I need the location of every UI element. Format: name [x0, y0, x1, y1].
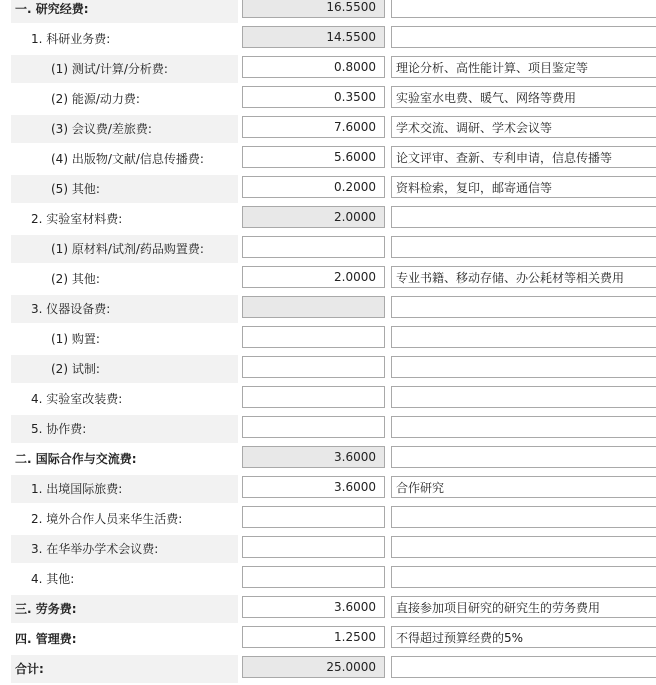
budget-row [0, 55, 656, 85]
budget-note-field[interactable] [391, 206, 656, 228]
budget-row [0, 505, 656, 535]
budget-item-label: (1) 测试/计算/分析费: [11, 55, 238, 84]
budget-row [0, 205, 656, 235]
budget-note-field[interactable] [391, 416, 656, 438]
budget-item-label: 一. 研究经费: [11, 0, 238, 24]
budget-amount-field[interactable] [242, 296, 385, 318]
budget-row [0, 85, 656, 115]
budget-amount-field[interactable] [242, 176, 385, 198]
budget-amount-field[interactable] [242, 596, 385, 618]
budget-amount-field[interactable] [242, 416, 385, 438]
budget-amount-field[interactable] [242, 356, 385, 378]
budget-item-label: (1) 原材料/试剂/药品购置费: [11, 235, 238, 264]
budget-item-label: 二. 国际合作与交流费: [11, 445, 238, 474]
budget-row [0, 655, 656, 685]
budget-row [0, 115, 656, 145]
budget-note-field[interactable] [391, 626, 656, 648]
budget-note-field[interactable] [391, 0, 656, 18]
budget-row [0, 415, 656, 445]
budget-row [0, 535, 656, 565]
budget-item-label: 3. 在华举办学术会议费: [11, 535, 238, 564]
budget-row [0, 595, 656, 625]
budget-amount-field[interactable] [242, 386, 385, 408]
budget-amount-field[interactable] [242, 56, 385, 78]
budget-item-label: 4. 其他: [11, 565, 238, 594]
budget-amount-field[interactable] [242, 116, 385, 138]
budget-note-field[interactable] [391, 266, 656, 288]
budget-note-field[interactable] [391, 176, 656, 198]
budget-item-label: (2) 试制: [11, 355, 238, 384]
budget-item-label: 3. 仪器设备费: [11, 295, 238, 324]
budget-note-field[interactable] [391, 536, 656, 558]
budget-row [0, 175, 656, 205]
budget-item-label: 四. 管理费: [11, 625, 238, 654]
budget-note-field[interactable] [391, 656, 656, 678]
budget-item-label: (2) 能源/动力费: [11, 85, 238, 114]
budget-note-field[interactable] [391, 146, 656, 168]
budget-row [0, 355, 656, 385]
budget-note-field[interactable] [391, 56, 656, 78]
budget-amount-field[interactable] [242, 146, 385, 168]
budget-item-label: (1) 购置: [11, 325, 238, 354]
budget-row [0, 565, 656, 595]
budget-note-field[interactable] [391, 506, 656, 528]
budget-row [0, 385, 656, 415]
budget-note-field[interactable] [391, 86, 656, 108]
budget-row [0, 0, 656, 25]
budget-note-field[interactable] [391, 446, 656, 468]
budget-amount-field[interactable] [242, 476, 385, 498]
budget-row [0, 475, 656, 505]
budget-note-field[interactable] [391, 326, 656, 348]
budget-row [0, 445, 656, 475]
budget-item-label: (2) 其他: [11, 265, 238, 294]
budget-item-label: 5. 协作费: [11, 415, 238, 444]
budget-row [0, 145, 656, 175]
budget-amount-field[interactable] [242, 26, 385, 48]
budget-amount-field[interactable] [242, 86, 385, 108]
budget-note-field[interactable] [391, 476, 656, 498]
budget-item-label: 三. 劳务费: [11, 595, 238, 624]
budget-row [0, 265, 656, 295]
budget-amount-field[interactable] [242, 506, 385, 528]
budget-item-label: 4. 实验室改装费: [11, 385, 238, 414]
budget-note-field[interactable] [391, 116, 656, 138]
budget-note-field[interactable] [391, 356, 656, 378]
budget-amount-field[interactable] [242, 0, 385, 18]
budget-row [0, 325, 656, 355]
budget-note-field[interactable] [391, 386, 656, 408]
budget-row [0, 625, 656, 655]
budget-amount-field[interactable] [242, 626, 385, 648]
budget-row [0, 25, 656, 55]
budget-amount-field[interactable] [242, 656, 385, 678]
budget-note-field[interactable] [391, 26, 656, 48]
budget-note-field[interactable] [391, 566, 656, 588]
budget-note-field[interactable] [391, 236, 656, 258]
budget-amount-field[interactable] [242, 536, 385, 558]
budget-item-label: 合计: [11, 655, 238, 684]
budget-item-label: 1. 科研业务费: [11, 25, 238, 54]
budget-row [0, 295, 656, 325]
budget-row [0, 235, 656, 265]
budget-amount-field[interactable] [242, 266, 385, 288]
budget-note-field[interactable] [391, 596, 656, 618]
budget-item-label: (3) 会议费/差旅费: [11, 115, 238, 144]
budget-amount-field[interactable] [242, 206, 385, 228]
budget-amount-field[interactable] [242, 236, 385, 258]
budget-item-label: 2. 实验室材料费: [11, 205, 238, 234]
budget-item-label: 1. 出境国际旅费: [11, 475, 238, 504]
budget-item-label: (4) 出版物/文献/信息传播费: [11, 145, 238, 174]
budget-item-label: (5) 其他: [11, 175, 238, 204]
budget-amount-field[interactable] [242, 326, 385, 348]
budget-amount-field[interactable] [242, 446, 385, 468]
budget-item-label: 2. 境外合作人员来华生活费: [11, 505, 238, 534]
budget-note-field[interactable] [391, 296, 656, 318]
budget-amount-field[interactable] [242, 566, 385, 588]
